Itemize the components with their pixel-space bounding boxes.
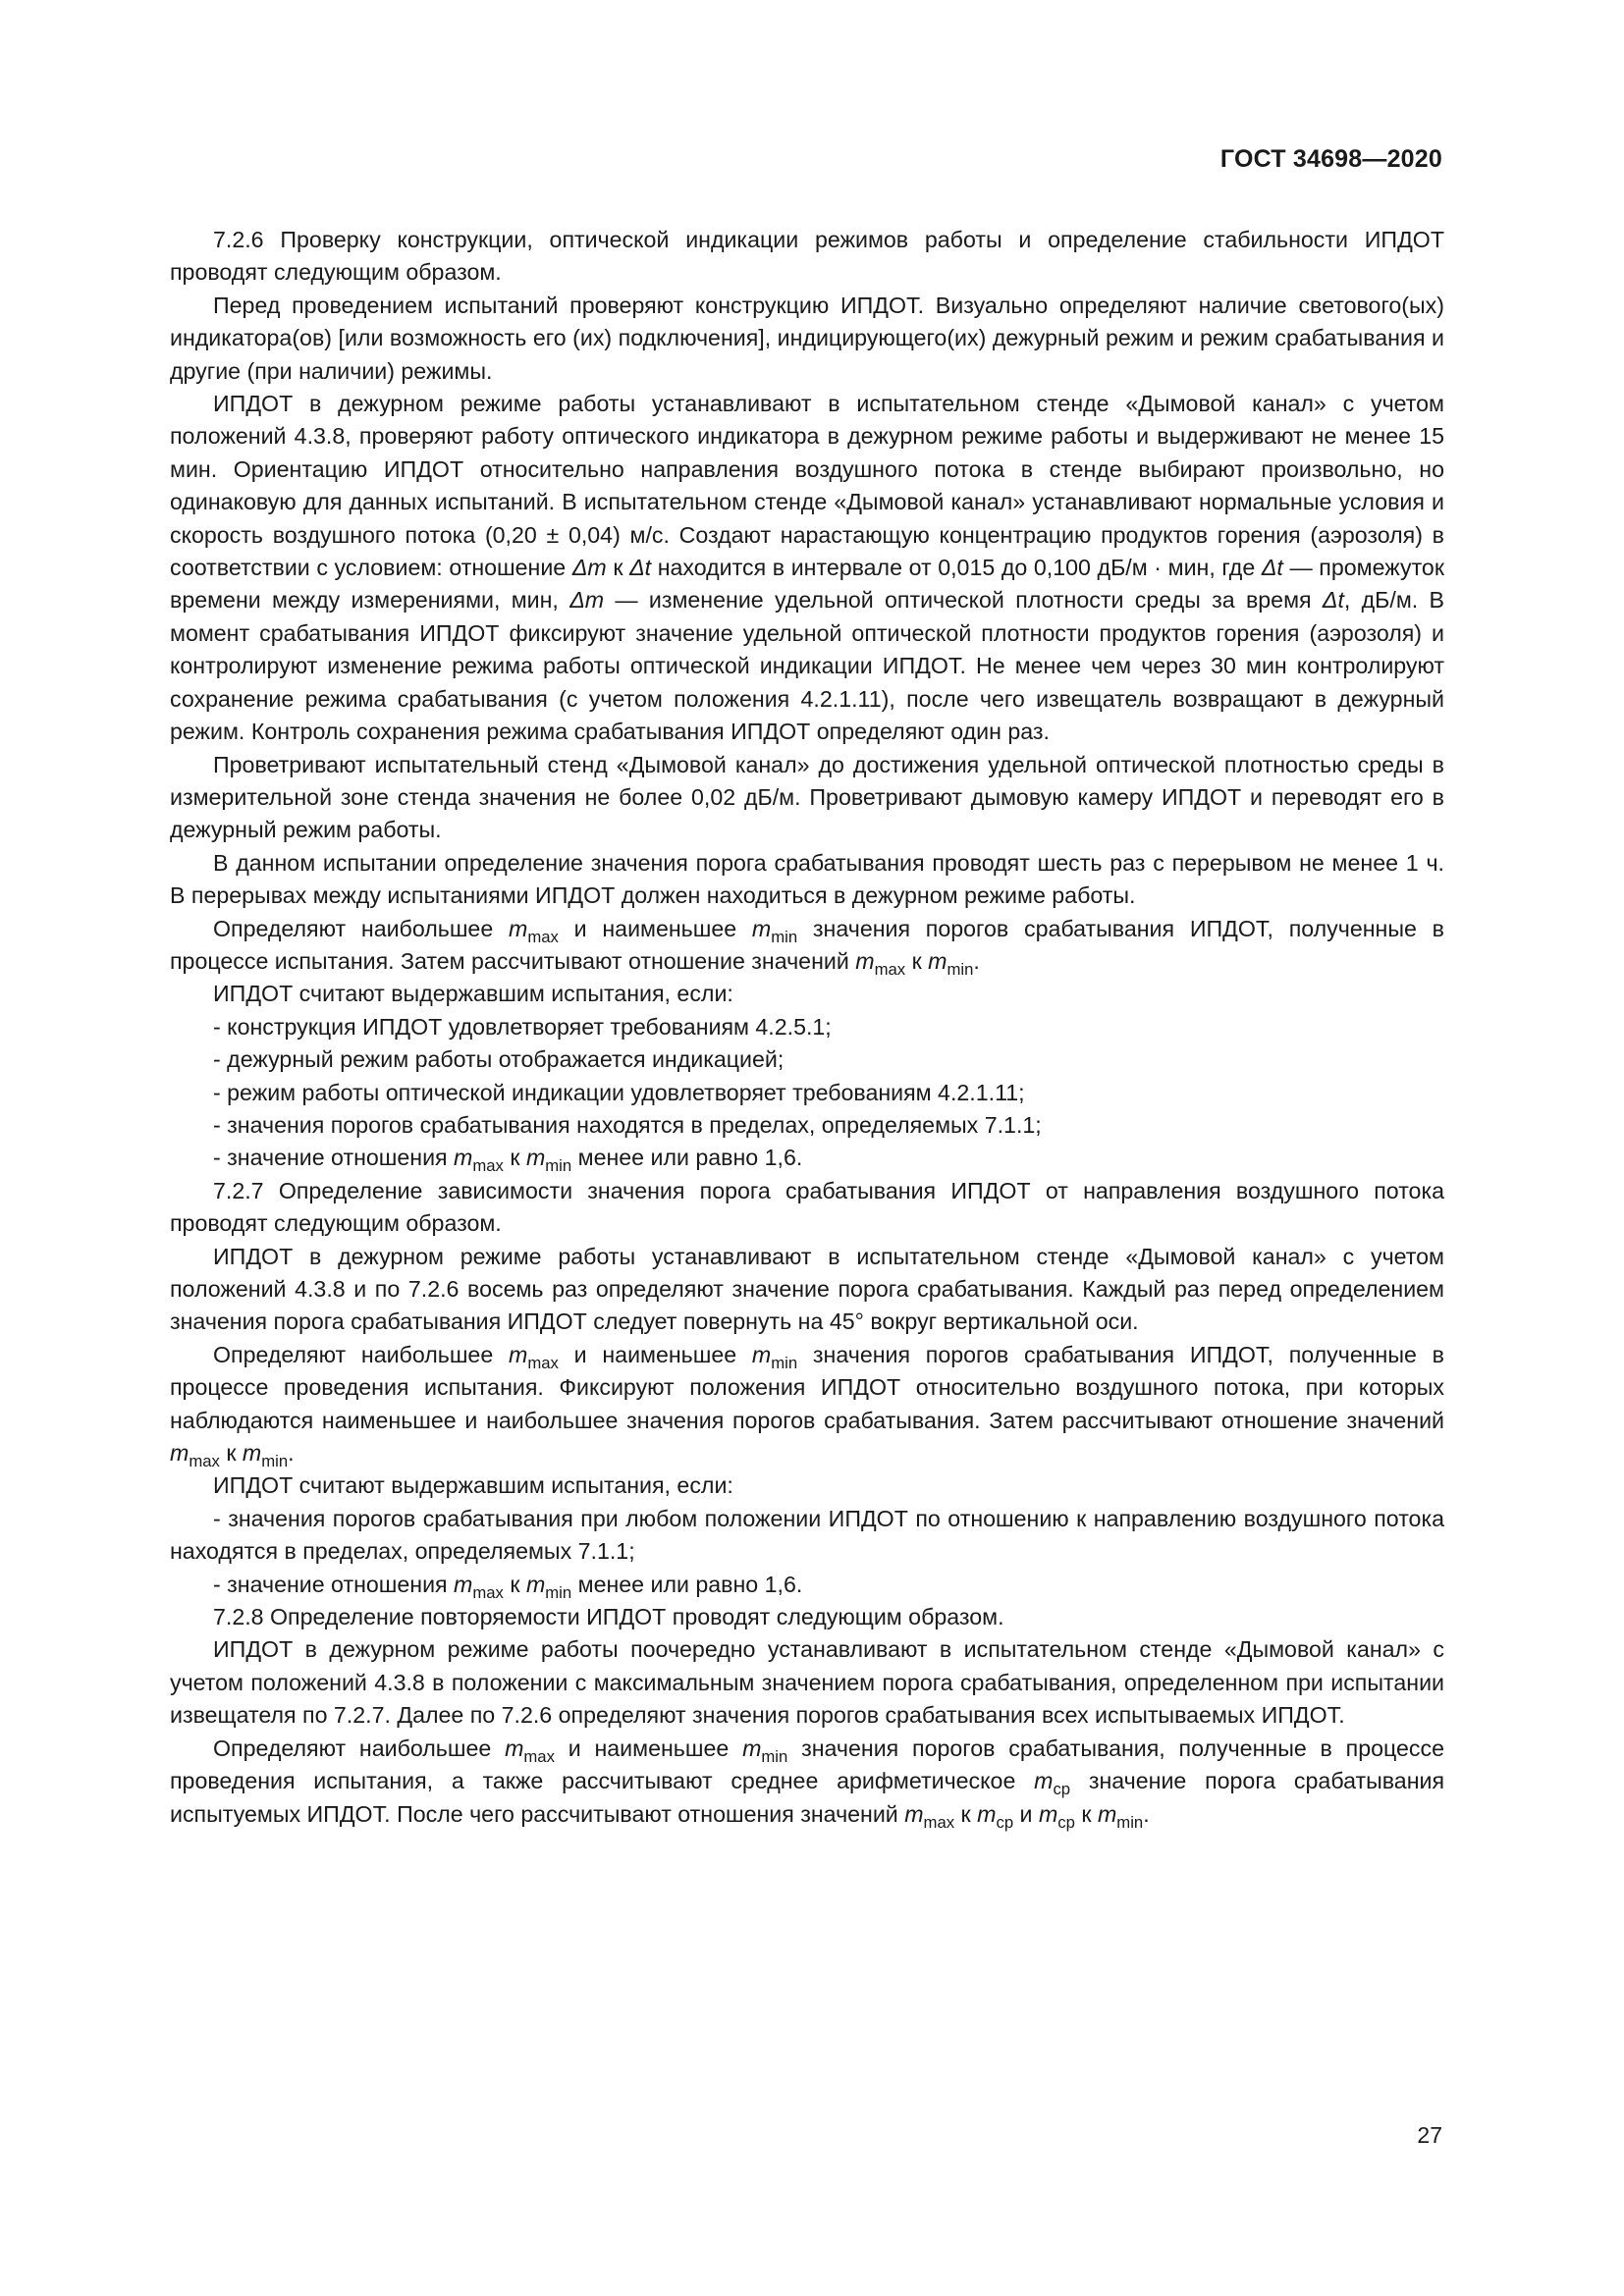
- paragraph: ИПДОТ считают выдержавшим испытания, если:: [213, 981, 733, 1007]
- paragraph: ИПДОТ в дежурном режиме работы устанавливают в испытательном стенде «Дымовой канал» с учетом положений 4.3.8 и по 7.2.6 восемь раз определяют значение порога срабатывания. Каждый раз перед определением значения порога срабатывания ИПДОТ следует повернуть на 45° вокруг вертикальной оси.: [170, 1243, 1444, 1335]
- list-item: - режим работы оптической индикации удовлетворяет требованиям 4.2.1.11;: [213, 1079, 1025, 1105]
- page-number: 27: [1417, 2122, 1442, 2148]
- list-item: - конструкция ИПДОТ удовлетворяет требованиям 4.2.5.1;: [213, 1013, 832, 1040]
- list-item: - значение отношения $m_{max}$ к $m_{min}$ менее или равно 1,6.: [213, 1571, 803, 1602]
- paragraph: Проветривают испытательный стенд «Дымовой канал» до достижения удельной оптической плотностью среды в измерительной зоне стенда значения не более 0,02 дБ/м. Проветривают дымовую камеру ИПДОТ и переводят его в дежурный режим работы.: [170, 751, 1444, 843]
- paragraph: В данном испытании определение значения порога срабатывания проводят шесть раз с перерывом не менее 1 ч. В перерывах между испытаниями ИПДОТ должен находиться в дежурном режиме работы.: [170, 849, 1444, 909]
- list-item: - дежурный режим работы отображается индикацией;: [213, 1046, 785, 1073]
- paragraph: Перед проведением испытаний проверяют конструкцию ИПДОТ. Визуально определяют наличие светового(ых) индикатора(ов) [или возможность его (их) подключения], индицирующего(их) дежурный режим и режим срабатывания и другие (при наличии) режимы.: [170, 292, 1444, 384]
- delta-t-symbol: Δt: [629, 555, 652, 581]
- paragraph: ИПДОТ в дежурном режиме работы поочередно устанавливают в испытательном стенде «Дымовой канал» с учетом положений 4.3.8 в положении с максимальным значением порога срабатывания, определенном при испытании извещателя по 7.2.7. Далее по 7.2.6 определяют значения порогов срабатывания всех испытываемых ИПДОТ.: [170, 1636, 1444, 1729]
- paragraph: 7.2.7 Определение зависимости значения порога срабатывания ИПДОТ от направления воздушного потока проводят следующим образом.: [170, 1177, 1444, 1237]
- delta-m-symbol: Δm: [571, 555, 607, 581]
- m-cp-symbol: m: [1034, 1768, 1054, 1794]
- document-header: ГОСТ 34698—2020: [1219, 145, 1442, 173]
- paragraph: Определяют наибольшее $m_{max}$ и наименьшее $m_{min}$ значения порогов срабатывания ИПДОТ, полученные в процессе проведения испытания. Фиксируют положения ИПДОТ относительно воздушного потока, при которых наблюдаются наименьшее и наибольшее значения порогов срабатывания. Затем рассчитывают отношение значений $m_{max}$ к $m_{min}$.: [170, 1341, 1444, 1470]
- list-item: - значения порогов срабатывания при любом положении ИПДОТ по отношению к направлению воздушного потока находятся в пределах, определяемых 7.1.1;: [170, 1505, 1444, 1565]
- document-body: [170, 224, 1444, 1831]
- m-max-symbol: m: [509, 915, 528, 941]
- paragraph: 7.2.8 Определение повторяемости ИПДОТ проводят следующим образом.: [213, 1604, 1004, 1630]
- paragraph: Определяют наибольшее $m_{max}$ и наименьшее $m_{min}$ значения порогов срабатывания, полученные в процессе проведения испытания, а также рассчитывают среднее арифметическое $m_{ср}$ значение порога срабатывания испытуемых ИПДОТ. После чего рассчитывают отношения значений $m_{max}$ к $m_{ср}$ и $m_{ср}$ к $m_{min}$.: [170, 1735, 1445, 1832]
- paragraph: ИПДОТ в дежурном режиме работы устанавливают в испытательном стенде «Дымовой канал» с учетом положений 4.3.8, проверяют работу оптического индикатора в дежурном режиме работы и выдерживают не менее 15 мин. Ориентацию ИПДОТ относительно направления воздушного потока в стенде выбирают произвольно, но одинаковую для данных испытаний. В испытательном стенде «Дымовой канал» устанавливают нормальные условия и скорость воздушного потока (0,20 ± 0,04) м/с. Создают нарастающую концентрацию продуктов горения (аэрозоля) в соответствии с условием: отношение Δm к Δt находится в интервале от 0,015 до 0,100 дБ/м · мин, где Δt — промежуток времени между измерениями, мин, Δm — изменение удельной оптической плотности среды за время Δt, дБ/м. В момент срабатывания ИПДОТ фиксируют значение удельной оптической плотности продуктов горения (аэрозоля) и контролируют изменение режима работы оптической индикации ИПДОТ. Не менее чем через 30 мин контролируют сохранение режима срабатывания (с учетом положения 4.2.1.11), после чего извещатель возвращают в дежурный режим. Контроль сохранения режима срабатывания ИПДОТ определяют один раз.: [170, 391, 1444, 745]
- paragraph: 7.2.6 Проверку конструкции, оптической индикации режимов работы и определение стабильности ИПДОТ проводят следующим образом.: [170, 227, 1444, 286]
- paragraph: ИПДОТ считают выдержавшим испытания, если:: [213, 1472, 733, 1499]
- list-item: - значение отношения $m_{max}$ к $m_{min}$ менее или равно 1,6.: [213, 1145, 803, 1176]
- paragraph: Определяют наибольшее $m_{max}$ и наименьшее $m_{min}$ значения порогов срабатывания ИПДОТ, полученные в процессе испытания. Затем рассчитывают отношение значений $m_{max}$ к $m_{min}$.: [170, 915, 1444, 979]
- list-item: - значения порогов срабатывания находятся в пределах, определяемых 7.1.1;: [213, 1111, 1042, 1138]
- m-min-symbol: m: [751, 915, 772, 941]
